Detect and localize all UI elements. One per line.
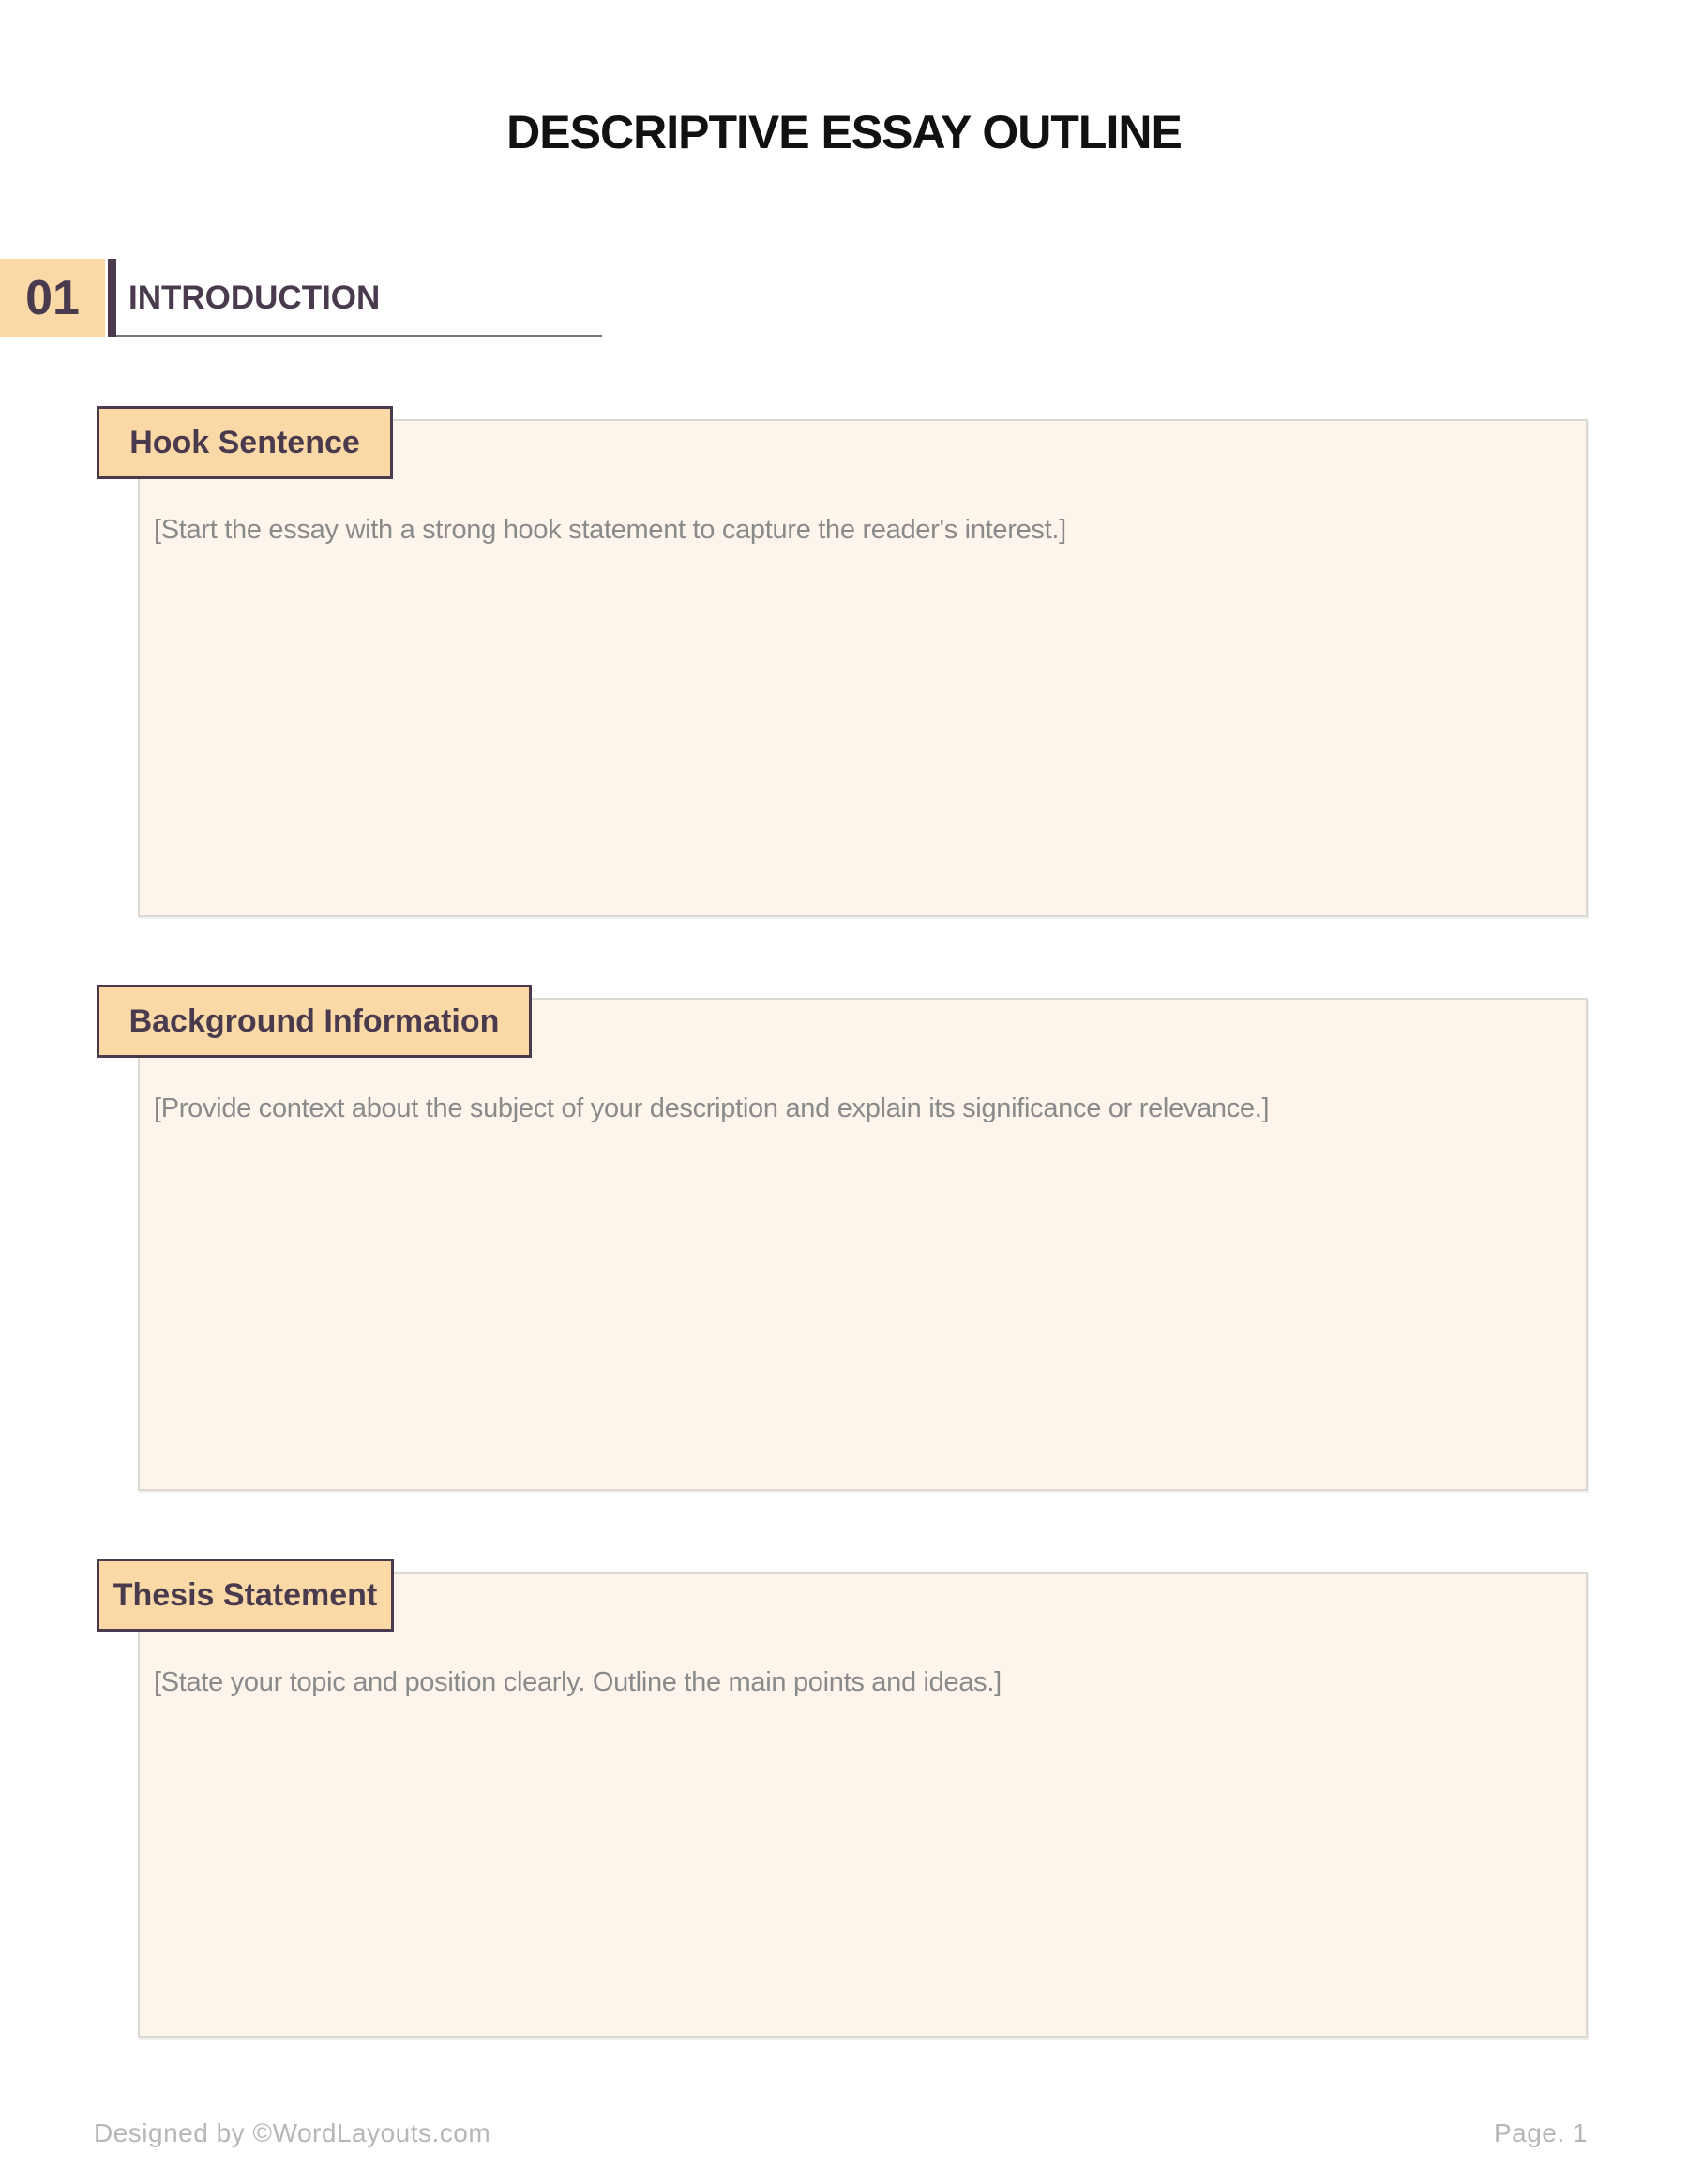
section-heading-divider-bar	[108, 259, 116, 337]
background-information-placeholder[interactable]: [Provide context about the subject of your description and explain its significance or relevance.]	[154, 1093, 1270, 1123]
background-information-label: Background Information	[97, 985, 532, 1058]
section-heading: INTRODUCTION	[128, 279, 381, 316]
hook-sentence-placeholder[interactable]: [Start the essay with a strong hook statement to capture the reader's interest.]	[154, 515, 1066, 545]
footer-credit: Designed by ©WordLayouts.com	[94, 2118, 491, 2147]
thesis-statement-placeholder[interactable]: [State your topic and position clearly. Outline the main points and ideas.]	[154, 1667, 1002, 1697]
page-footer	[94, 2117, 1588, 2149]
section-number-badge: 01	[0, 259, 105, 337]
hook-sentence-label: Hook Sentence	[97, 406, 393, 479]
footer-page-number: Page. 1	[1493, 2118, 1588, 2147]
hook-sentence-panel[interactable]	[138, 419, 1588, 917]
thesis-statement-label: Thesis Statement	[97, 1559, 394, 1632]
document-title: DESCRIPTIVE ESSAY OUTLINE	[506, 106, 1182, 158]
section-heading-underline	[116, 335, 602, 337]
thesis-statement-panel[interactable]	[138, 1572, 1588, 2038]
background-information-panel[interactable]	[138, 998, 1588, 1491]
